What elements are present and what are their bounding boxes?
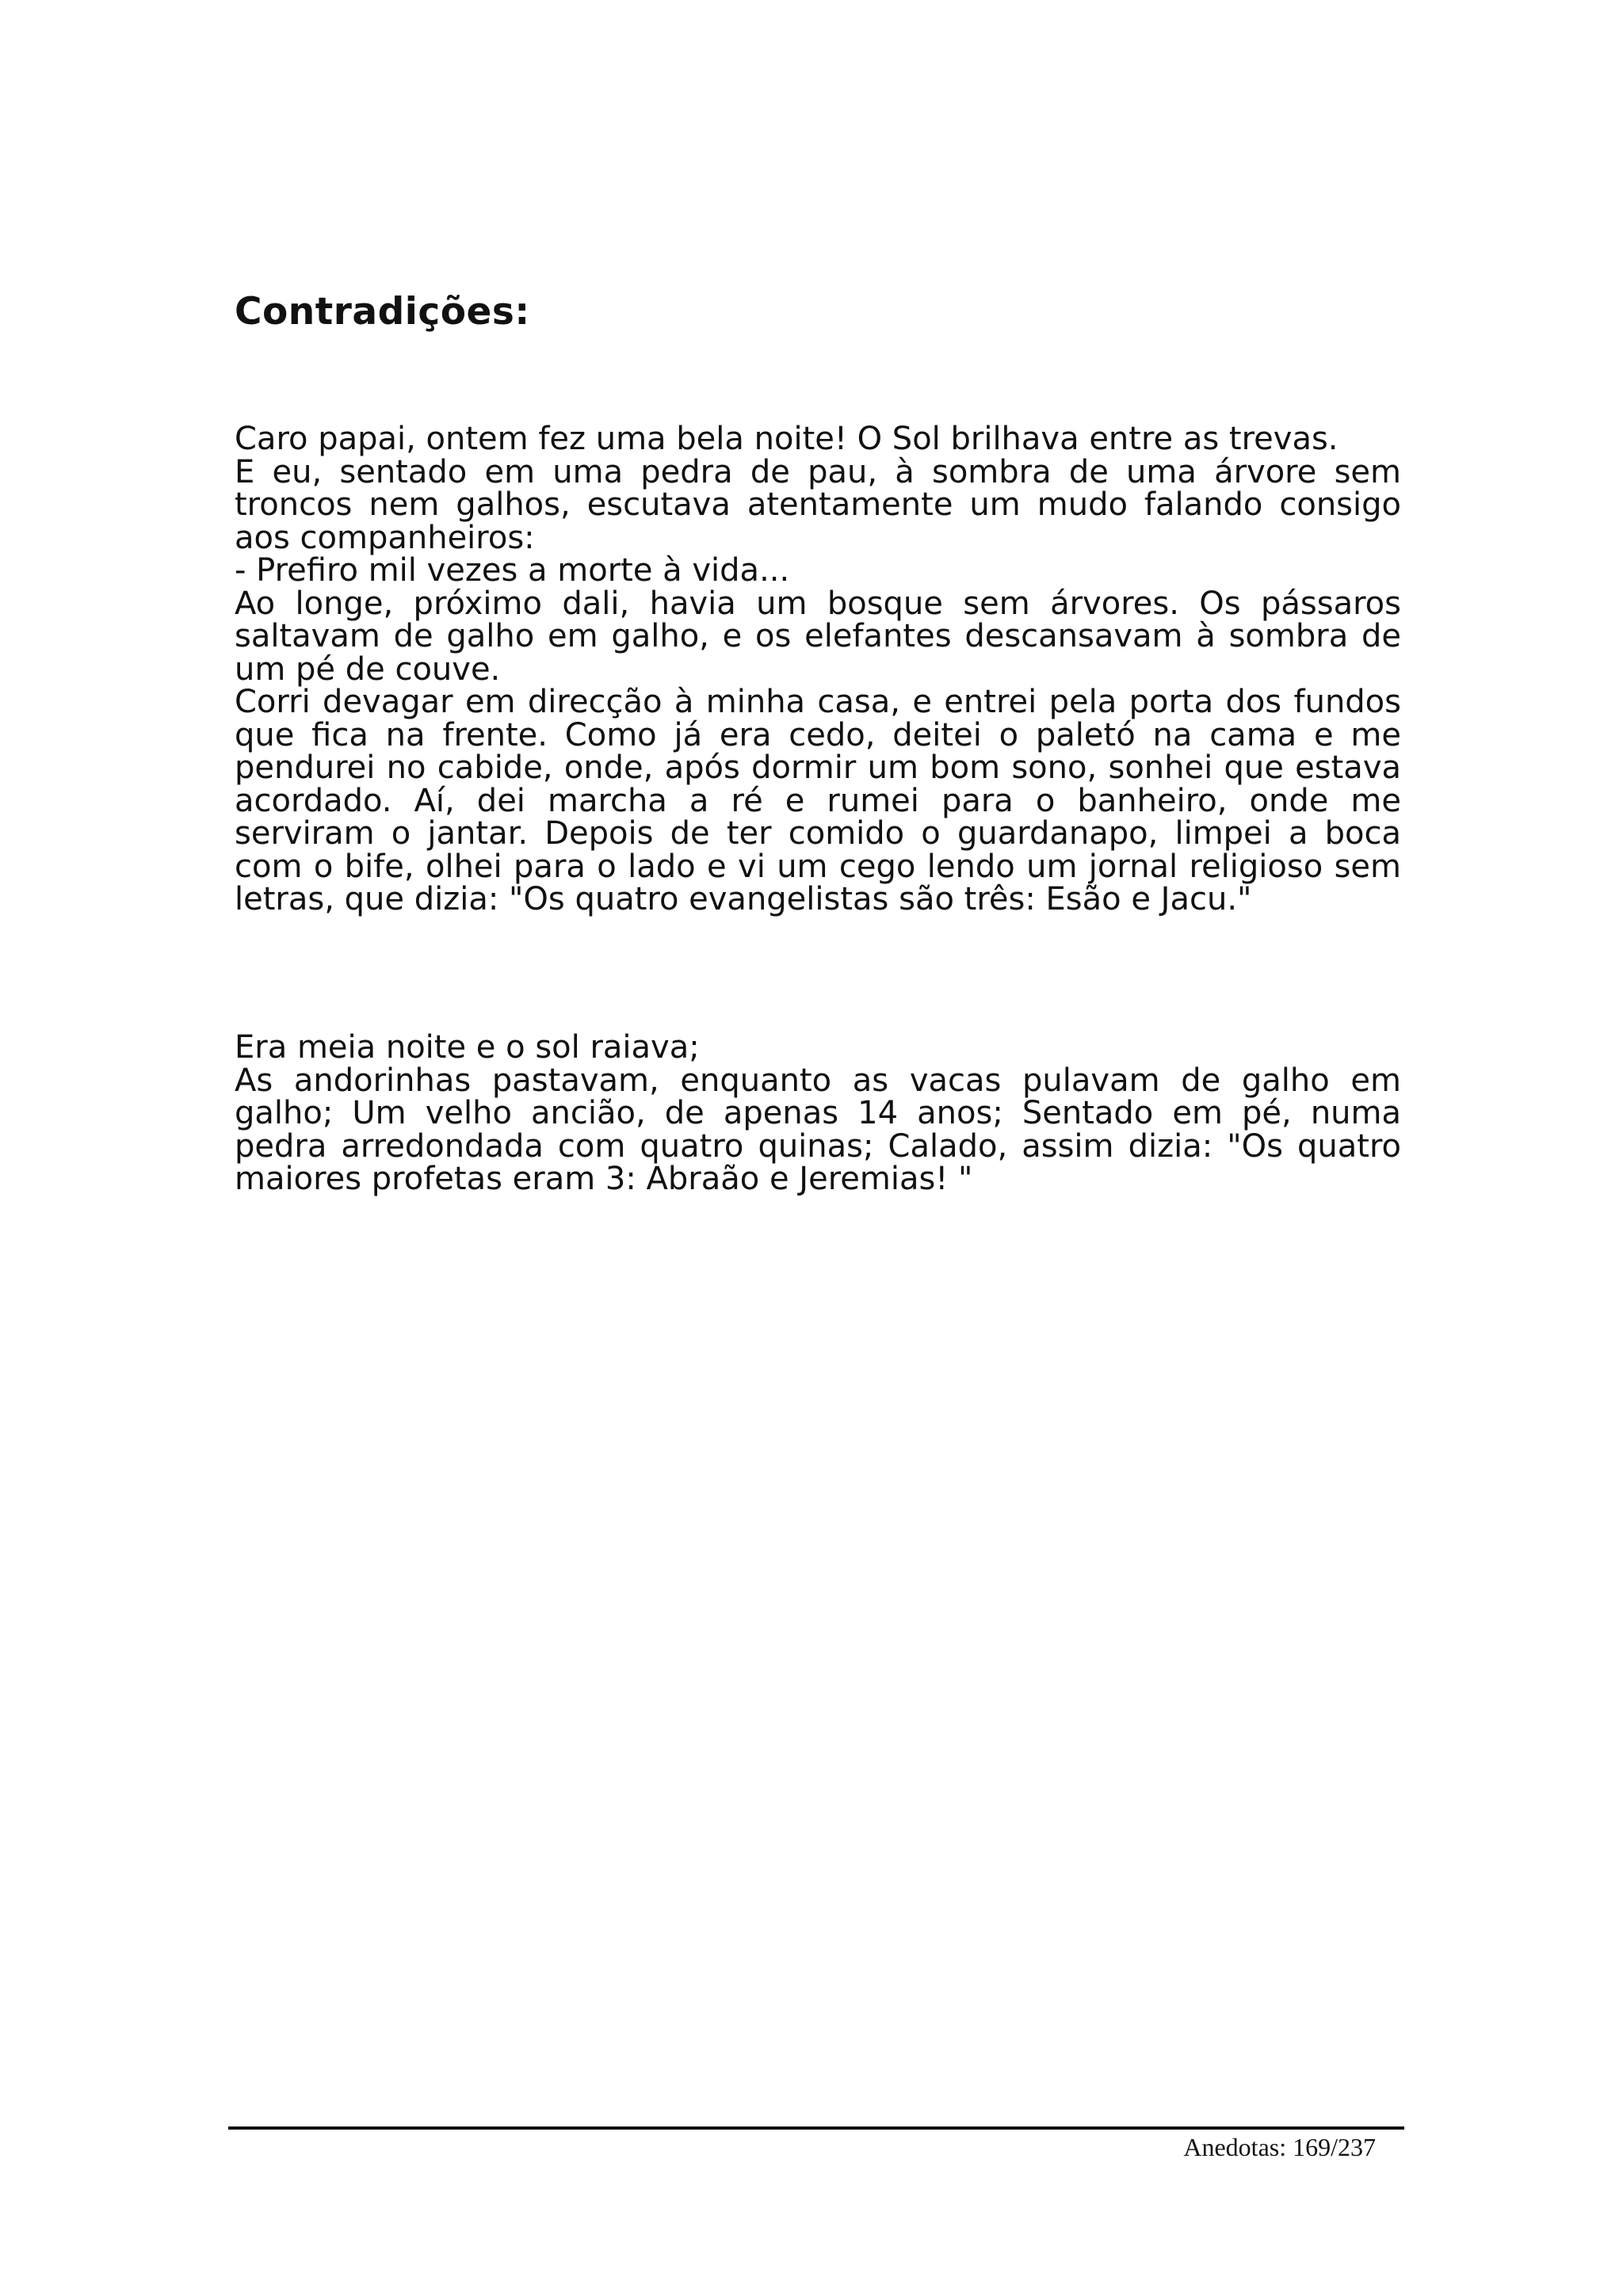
paragraph: Corri devagar em direcção à minha casa, e entrei pela porta dos fundos que fica na frente. Como já era cedo, deitei o paletó na cama e me pendurei no cabide, onde, após dormir um bom sono, sonhei que estava acordado. Aí, dei marcha a ré e rumei para o banheiro, onde me serviram o jantar. Depois de ter comido o guardanapo, limpei a boca com o bife, olhei para o lado e vi um cego lendo um jornal religioso sem letras, que dizia: "Os quatro evangelistas são três: Esão e Jacu." (235, 684, 1401, 917)
story-section-1 (235, 423, 1401, 917)
paragraph: - Prefiro mil vezes a morte à vida... (235, 552, 790, 589)
story-section-2 (235, 1029, 1401, 1197)
paragraph: E eu, sentado em uma pedra de pau, à sombra de uma árvore sem troncos nem galhos, escutava atentamente um mudo falando consigo aos companheiros: (235, 453, 1401, 556)
footer-divider (228, 2126, 1404, 2130)
paragraph: As andorinhas pastavam, enquanto as vacas pulavam de galho em galho; Um velho ancião, de apenas 14 anos; Sentado em pé, numa pedra arredondada com quatro quinas; Calado, assim dizia: "Os quatro maiores profetas eram 3: Abraão e Jeremias! " (235, 1062, 1401, 1197)
paragraph: Ao longe, próximo dali, havia um bosque sem árvores. Os pássaros saltavam de galho em galho, e os elefantes descansavam à sombra de um pé de couve. (235, 585, 1401, 688)
paragraph: Caro papai, ontem fez uma bela noite! O Sol brilhava entre as trevas. (235, 421, 1338, 457)
page-title: Contradições: (235, 290, 530, 334)
paragraph: Era meia noite e o sol raiava; (235, 1029, 700, 1066)
page-number-label: Anedotas: 169/237 (1183, 2133, 1376, 2161)
